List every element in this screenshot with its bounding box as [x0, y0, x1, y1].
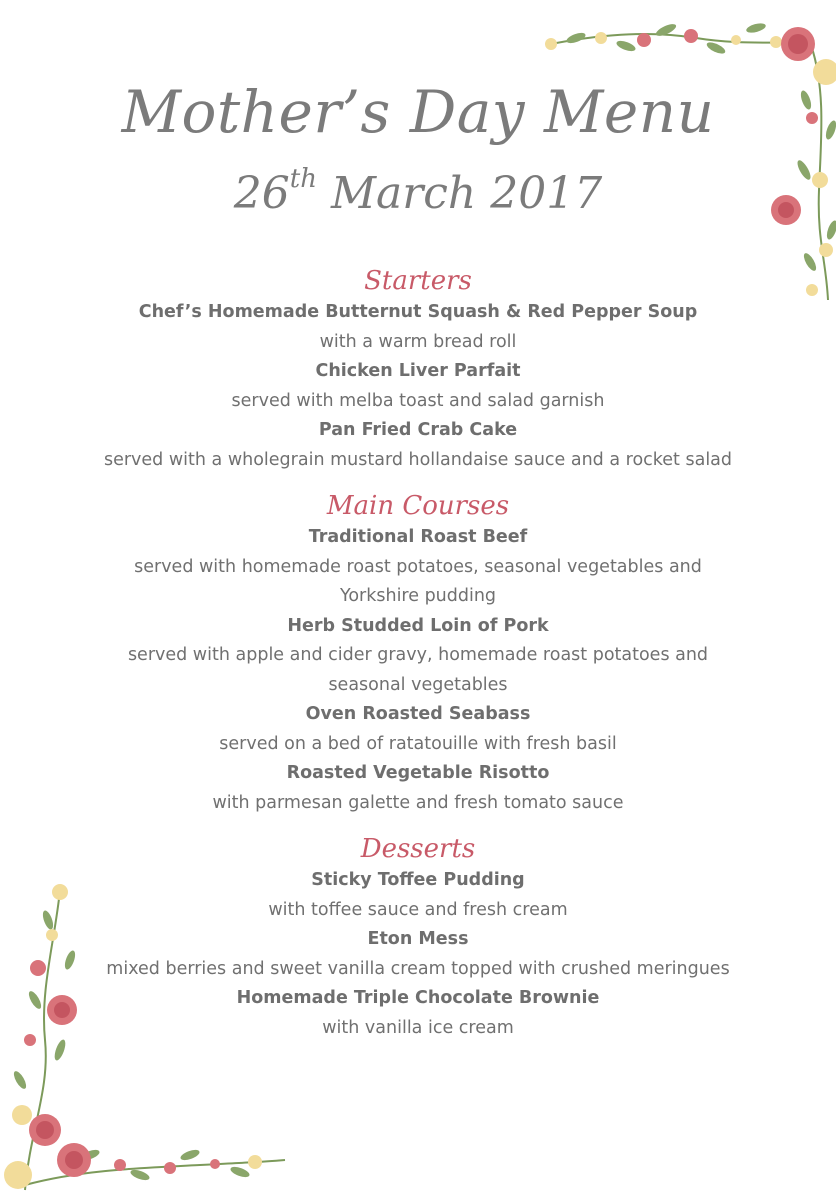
- date-month-year: March 2017: [316, 168, 603, 219]
- dish-description: with a warm bread roll: [319, 331, 517, 352]
- dish-name: Oven Roasted Seabass: [305, 704, 531, 724]
- dish-description: served on a bed of ratatouille with fresh basil: [219, 733, 617, 754]
- dish-name: Chef’s Homemade Butternut Squash & Red Pepper Soup: [138, 302, 698, 322]
- dish-name: Sticky Toffee Pudding: [311, 870, 525, 890]
- dish-description: with toffee sauce and fresh cream: [268, 899, 568, 920]
- dish-name: Homemade Triple Chocolate Brownie: [236, 988, 600, 1008]
- section-heading: Desserts: [360, 834, 476, 864]
- section-starters: [0, 264, 836, 475]
- section-heading: Starters: [364, 266, 472, 296]
- section-desserts: [0, 832, 836, 1043]
- date-suffix: th: [289, 164, 317, 194]
- dish-description: served with melba toast and salad garnish: [231, 390, 605, 411]
- section-heading: Main Courses: [326, 491, 510, 521]
- dish-description: with vanilla ice cream: [322, 1017, 514, 1038]
- dish-name: Chicken Liver Parfait: [315, 361, 521, 381]
- dish-name: Roasted Vegetable Risotto: [286, 763, 550, 783]
- dish-name: Pan Fried Crab Cake: [318, 420, 518, 440]
- dish-description: with parmesan galette and fresh tomato sauce: [212, 792, 624, 813]
- dish-description: served with a wholegrain mustard hollandaise sauce and a rocket salad: [103, 449, 733, 470]
- menu-body: [0, 264, 836, 1057]
- dish-description: served with homemade roast potatoes, seasonal vegetables and Yorkshire pudding: [134, 556, 702, 606]
- dish-name: Herb Studded Loin of Pork: [287, 615, 549, 636]
- dish-description: served with apple and cider gravy, homemade roast potatoes and seasonal vegetables: [127, 645, 709, 695]
- menu-title: Mother’s Day Menu: [121, 78, 715, 146]
- dish-name: Traditional Roast Beef: [308, 527, 528, 547]
- dish-description: mixed berries and sweet vanilla cream topped with crushed meringues: [106, 958, 730, 979]
- dish-name: Eton Mess: [367, 929, 469, 949]
- section-main-courses: [0, 489, 836, 818]
- menu-date: [0, 164, 836, 219]
- date-day: 26: [233, 168, 290, 219]
